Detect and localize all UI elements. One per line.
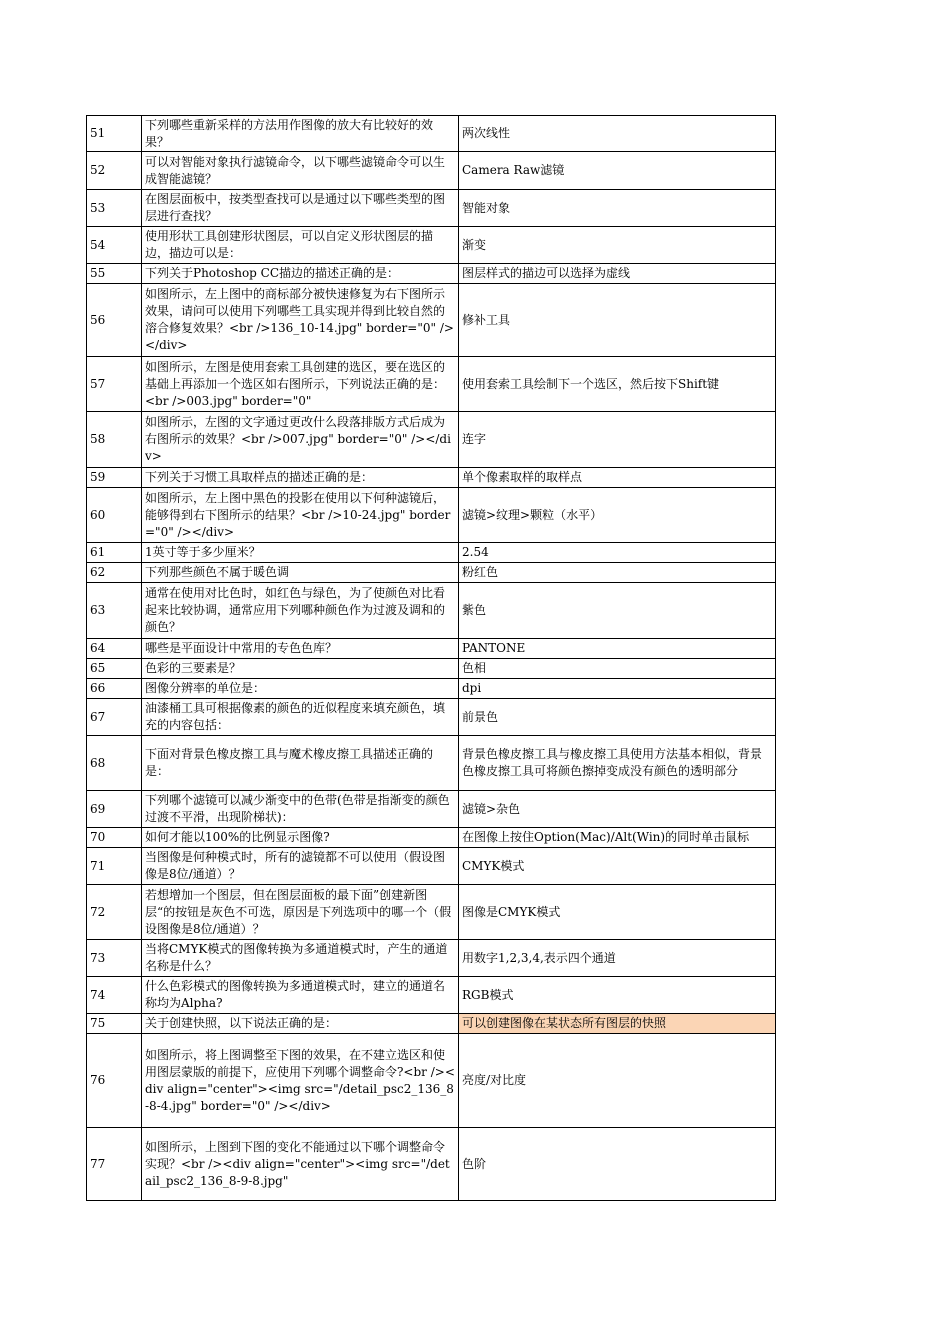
question-cell bbox=[142, 791, 459, 828]
row-number bbox=[87, 1128, 142, 1201]
answer-cell bbox=[459, 639, 776, 659]
table-row bbox=[87, 791, 776, 828]
answer-cell bbox=[459, 679, 776, 699]
answer-cell bbox=[459, 468, 776, 488]
row-number-text: 64 bbox=[90, 641, 106, 655]
row-number bbox=[87, 488, 142, 543]
table-row bbox=[87, 264, 776, 284]
answer-cell-text: 使用套索工具绘制下一个选区，然后按下Shift键 bbox=[462, 376, 720, 391]
answer-cell bbox=[459, 940, 776, 977]
answer-cell bbox=[459, 284, 776, 357]
table-row bbox=[87, 488, 776, 543]
answer-cell bbox=[459, 736, 776, 791]
row-number bbox=[87, 543, 142, 563]
question-cell bbox=[142, 152, 459, 190]
answer-cell-text: 亮度/对比度 bbox=[462, 1073, 527, 1087]
question-cell-text: 下列关于习惯工具取样点的描述正确的是： bbox=[145, 470, 374, 484]
answer-cell-text: RGB模式 bbox=[462, 987, 514, 1002]
table-row bbox=[87, 1014, 776, 1034]
answer-cell bbox=[459, 152, 776, 190]
row-number bbox=[87, 828, 142, 848]
row-number bbox=[87, 791, 142, 828]
question-cell bbox=[142, 885, 459, 940]
question-cell-text: 1英寸等于多少厘米？ bbox=[145, 545, 261, 559]
answer-cell bbox=[459, 977, 776, 1014]
row-number bbox=[87, 152, 142, 190]
answer-cell-text: 图层样式的描边可以选择为虚线 bbox=[462, 266, 631, 280]
question-cell bbox=[142, 468, 459, 488]
table-row bbox=[87, 152, 776, 190]
question-cell bbox=[142, 699, 459, 736]
question-cell bbox=[142, 227, 459, 264]
question-cell-text: 在图层面板中，按类型查找可以是通过以下哪些类型的图层进行查找？ bbox=[145, 192, 446, 223]
row-number-text: 51 bbox=[90, 126, 106, 140]
question-cell bbox=[142, 1128, 459, 1201]
row-number-text: 68 bbox=[90, 755, 106, 770]
question-cell bbox=[142, 412, 459, 468]
table-row bbox=[87, 679, 776, 699]
answer-cell-text: 在图像上按住Option(Mac)/Alt(Win)的同时单击鼠标 bbox=[462, 830, 750, 844]
question-cell bbox=[142, 488, 459, 543]
question-cell bbox=[142, 1034, 459, 1128]
answer-cell-text: 单个像素取样的取样点 bbox=[462, 470, 583, 484]
question-cell-text: 如图所示，将上图调整至下图的效果，在不建立选区和使用图层蒙版的前提下，应使用下列哪个调整命令?<br /><div align="center"><img src="/detail_psc2_136_8-8-4.jpg" border="0" /></div> bbox=[145, 1047, 455, 1113]
answer-cell-text: 两次线性 bbox=[462, 126, 511, 140]
answer-cell bbox=[459, 1014, 776, 1034]
answer-cell bbox=[459, 828, 776, 848]
table-row bbox=[87, 828, 776, 848]
question-cell bbox=[142, 284, 459, 357]
row-number bbox=[87, 284, 142, 357]
table-row bbox=[87, 1128, 776, 1201]
row-number-text: 65 bbox=[90, 661, 106, 675]
answer-cell-text: 粉红色 bbox=[462, 565, 499, 579]
question-cell bbox=[142, 848, 459, 885]
question-cell-text: 下列哪些重新采样的方法用作图像的放大有比较好的效果？ bbox=[145, 117, 434, 149]
question-cell-text: 油漆桶工具可根据像素的颜色的近似程度来填充颜色，填充的内容包括： bbox=[145, 701, 446, 732]
row-number-text: 59 bbox=[90, 470, 106, 484]
answer-cell bbox=[459, 583, 776, 639]
table-row bbox=[87, 639, 776, 659]
row-number bbox=[87, 190, 142, 227]
question-cell-text: 如图所示，左上图中的商标部分被快速修复为右下图所示效果，请问可以使用下列哪些工具实现并得到比较自然的溶合修复效果？<br />136_10-14.jpg" border="0" /></div> bbox=[145, 287, 454, 352]
question-cell bbox=[142, 357, 459, 412]
answer-cell-text: Camera Raw滤镜 bbox=[462, 163, 565, 177]
question-cell-text: 若想增加一个图层，但在图层面板的最下面”创建新图层“的按钮是灰色不可选，原因是下列选项中的哪一个（假设图像是8位/通道）？ bbox=[145, 887, 452, 936]
row-number bbox=[87, 848, 142, 885]
answer-cell bbox=[459, 357, 776, 412]
row-number bbox=[87, 679, 142, 699]
question-cell bbox=[142, 977, 459, 1014]
row-number bbox=[87, 699, 142, 736]
row-number-text: 77 bbox=[90, 1156, 106, 1171]
table-row bbox=[87, 543, 776, 563]
row-number-text: 73 bbox=[90, 950, 106, 965]
row-number-text: 69 bbox=[90, 801, 106, 816]
row-number-text: 63 bbox=[90, 603, 106, 617]
row-number-text: 70 bbox=[90, 830, 106, 844]
answer-cell-text: dpi bbox=[462, 681, 482, 695]
row-number bbox=[87, 659, 142, 679]
row-number bbox=[87, 116, 142, 152]
row-number-text: 62 bbox=[90, 565, 106, 579]
row-number-text: 72 bbox=[90, 904, 106, 919]
question-cell-text: 下列那些颜色不属于暖色调 bbox=[145, 565, 290, 579]
answer-cell-text: 2.54 bbox=[462, 545, 489, 559]
table-row bbox=[87, 736, 776, 791]
row-number bbox=[87, 977, 142, 1014]
row-number bbox=[87, 468, 142, 488]
question-cell bbox=[142, 679, 459, 699]
row-number-text: 55 bbox=[90, 266, 106, 280]
answer-cell-text: 背景色橡皮擦工具与橡皮擦工具使用方法基本相似，背景色橡皮擦工具可将颜色擦掉变成没有颜色的透明部分 bbox=[462, 747, 763, 778]
answer-cell bbox=[459, 412, 776, 468]
row-number-text: 71 bbox=[90, 858, 106, 873]
answer-cell bbox=[459, 885, 776, 940]
table-body bbox=[87, 116, 776, 1201]
question-cell-text: 色彩的三要素是？ bbox=[145, 661, 242, 675]
answer-cell bbox=[459, 791, 776, 828]
row-number bbox=[87, 227, 142, 264]
question-cell bbox=[142, 264, 459, 284]
table-row bbox=[87, 699, 776, 736]
question-cell bbox=[142, 563, 459, 583]
question-cell-text: 下列哪个滤镜可以减少渐变中的色带(色带是指渐变的颜色过渡不平滑，出现阶梯状)： bbox=[145, 793, 450, 824]
question-cell-text: 可以对智能对象执行滤镜命令，以下哪些滤镜命令可以生成智能滤镜？ bbox=[145, 154, 446, 186]
row-number bbox=[87, 563, 142, 583]
table-row bbox=[87, 659, 776, 679]
table-row bbox=[87, 116, 776, 152]
table-row bbox=[87, 940, 776, 977]
row-number-text: 66 bbox=[90, 681, 106, 695]
row-number-text: 54 bbox=[90, 237, 106, 252]
answer-cell-text: 前景色 bbox=[462, 709, 499, 724]
question-cell bbox=[142, 639, 459, 659]
table-row bbox=[87, 1034, 776, 1128]
answer-cell bbox=[459, 543, 776, 563]
row-number bbox=[87, 357, 142, 412]
table-row bbox=[87, 848, 776, 885]
table-row bbox=[87, 227, 776, 264]
table-row bbox=[87, 284, 776, 357]
question-table bbox=[86, 115, 776, 1201]
answer-cell-text: 智能对象 bbox=[462, 200, 511, 215]
row-number-text: 67 bbox=[90, 709, 106, 724]
answer-cell bbox=[459, 1034, 776, 1128]
answer-cell-text: 渐变 bbox=[462, 237, 487, 252]
row-number-text: 75 bbox=[90, 1016, 106, 1030]
question-cell bbox=[142, 583, 459, 639]
question-cell-text: 如图所示，左图是使用套索工具创建的选区，要在选区的基础上再添加一个选区如右图所示，下列说法正确的是：<br />003.jpg" border="0" bbox=[145, 359, 446, 408]
answer-cell-text: 紫色 bbox=[462, 603, 487, 617]
table-row bbox=[87, 563, 776, 583]
table-row bbox=[87, 468, 776, 488]
table-row bbox=[87, 357, 776, 412]
answer-cell-text: 滤镜>杂色 bbox=[462, 801, 521, 816]
answer-cell-text: 滤镜>纹理>颗粒（水平） bbox=[462, 507, 603, 522]
question-cell-text: 下列关于Photoshop CC描边的描述正确的是： bbox=[145, 266, 400, 280]
table-row bbox=[87, 583, 776, 639]
question-cell-text: 什么色彩模式的图像转换为多通道模式时，建立的通道名称均为Alpha? bbox=[145, 979, 446, 1010]
row-number bbox=[87, 940, 142, 977]
row-number bbox=[87, 583, 142, 639]
row-number bbox=[87, 1034, 142, 1128]
answer-cell-text: 图像是CMYK模式 bbox=[462, 904, 561, 919]
row-number bbox=[87, 639, 142, 659]
answer-cell-text: 用数字1,2,3,4,表示四个通道 bbox=[462, 950, 616, 965]
question-cell bbox=[142, 659, 459, 679]
answer-cell-text: PANTONE bbox=[462, 641, 526, 655]
question-cell-text: 如图所示，上图到下图的变化不能通过以下哪个调整命令实现？<br /><div align="center"><img src="/detail_psc2_136_8-9-8.jpg" bbox=[145, 1139, 450, 1188]
question-cell-text: 如图所示，左图的文字通过更改什么段落排版方式后成为右图所示的效果？<br />007.jpg" border="0" /></div> bbox=[145, 415, 451, 463]
answer-cell bbox=[459, 563, 776, 583]
question-cell bbox=[142, 940, 459, 977]
table-row bbox=[87, 885, 776, 940]
question-cell bbox=[142, 1014, 459, 1034]
question-cell-text: 关于创建快照，以下说法正确的是： bbox=[145, 1016, 338, 1030]
row-number-text: 52 bbox=[90, 163, 106, 177]
row-number-text: 60 bbox=[90, 507, 106, 522]
question-cell bbox=[142, 736, 459, 791]
answer-cell-text: 可以创建图像在某状态所有图层的快照 bbox=[462, 1016, 667, 1030]
table-row bbox=[87, 190, 776, 227]
row-number bbox=[87, 736, 142, 791]
answer-cell-text: 连字 bbox=[462, 432, 487, 446]
question-cell-text: 哪些是平面设计中常用的专色色库？ bbox=[145, 641, 338, 655]
question-cell-text: 下面对背景色橡皮擦工具与魔术橡皮擦工具描述正确的是： bbox=[145, 747, 434, 778]
row-number bbox=[87, 264, 142, 284]
question-cell bbox=[142, 828, 459, 848]
table-row bbox=[87, 412, 776, 468]
row-number-text: 61 bbox=[90, 545, 106, 559]
answer-cell bbox=[459, 488, 776, 543]
answer-cell bbox=[459, 227, 776, 264]
question-cell-text: 当图像是何种模式时，所有的滤镜都不可以使用（假设图像是8位/通道）？ bbox=[145, 850, 446, 881]
answer-cell bbox=[459, 699, 776, 736]
question-cell-text: 图像分辨率的单位是： bbox=[145, 681, 266, 695]
row-number-text: 56 bbox=[90, 312, 106, 327]
answer-cell bbox=[459, 190, 776, 227]
answer-cell-text: CMYK模式 bbox=[462, 858, 525, 873]
question-cell-text: 如何才能以100%的比例显示图像? bbox=[145, 830, 330, 844]
question-cell bbox=[142, 190, 459, 227]
row-number bbox=[87, 885, 142, 940]
answer-cell bbox=[459, 659, 776, 679]
answer-cell bbox=[459, 1128, 776, 1201]
question-cell bbox=[142, 116, 459, 152]
answer-cell-text: 色相 bbox=[462, 661, 487, 675]
answer-cell bbox=[459, 264, 776, 284]
answer-cell-text: 修补工具 bbox=[462, 312, 511, 327]
row-number-text: 76 bbox=[90, 1073, 106, 1087]
row-number bbox=[87, 412, 142, 468]
answer-cell bbox=[459, 116, 776, 152]
question-cell bbox=[142, 543, 459, 563]
row-number-text: 53 bbox=[90, 200, 106, 215]
row-number-text: 58 bbox=[90, 432, 106, 446]
row-number bbox=[87, 1014, 142, 1034]
answer-cell-text: 色阶 bbox=[462, 1156, 487, 1171]
question-cell-text: 如图所示，左上图中黑色的投影在使用以下何种滤镜后，能够得到右下图所示的结果？<br />10-24.jpg" border="0" /></div> bbox=[145, 490, 451, 539]
table-row bbox=[87, 977, 776, 1014]
question-cell-text: 通常在使用对比色时，如红色与绿色，为了使颜色对比看起来比较协调，通常应用下列哪种颜色作为过渡及调和的颜色？ bbox=[145, 586, 446, 634]
row-number-text: 57 bbox=[90, 376, 106, 391]
answer-cell bbox=[459, 848, 776, 885]
question-cell-text: 当将CMYK模式的图像转换为多通道模式时，产生的通道名称是什么？ bbox=[145, 942, 448, 973]
question-cell-text: 使用形状工具创建形状图层，可以自定义形状图层的描边，描边可以是： bbox=[145, 229, 434, 260]
row-number-text: 74 bbox=[90, 987, 106, 1002]
